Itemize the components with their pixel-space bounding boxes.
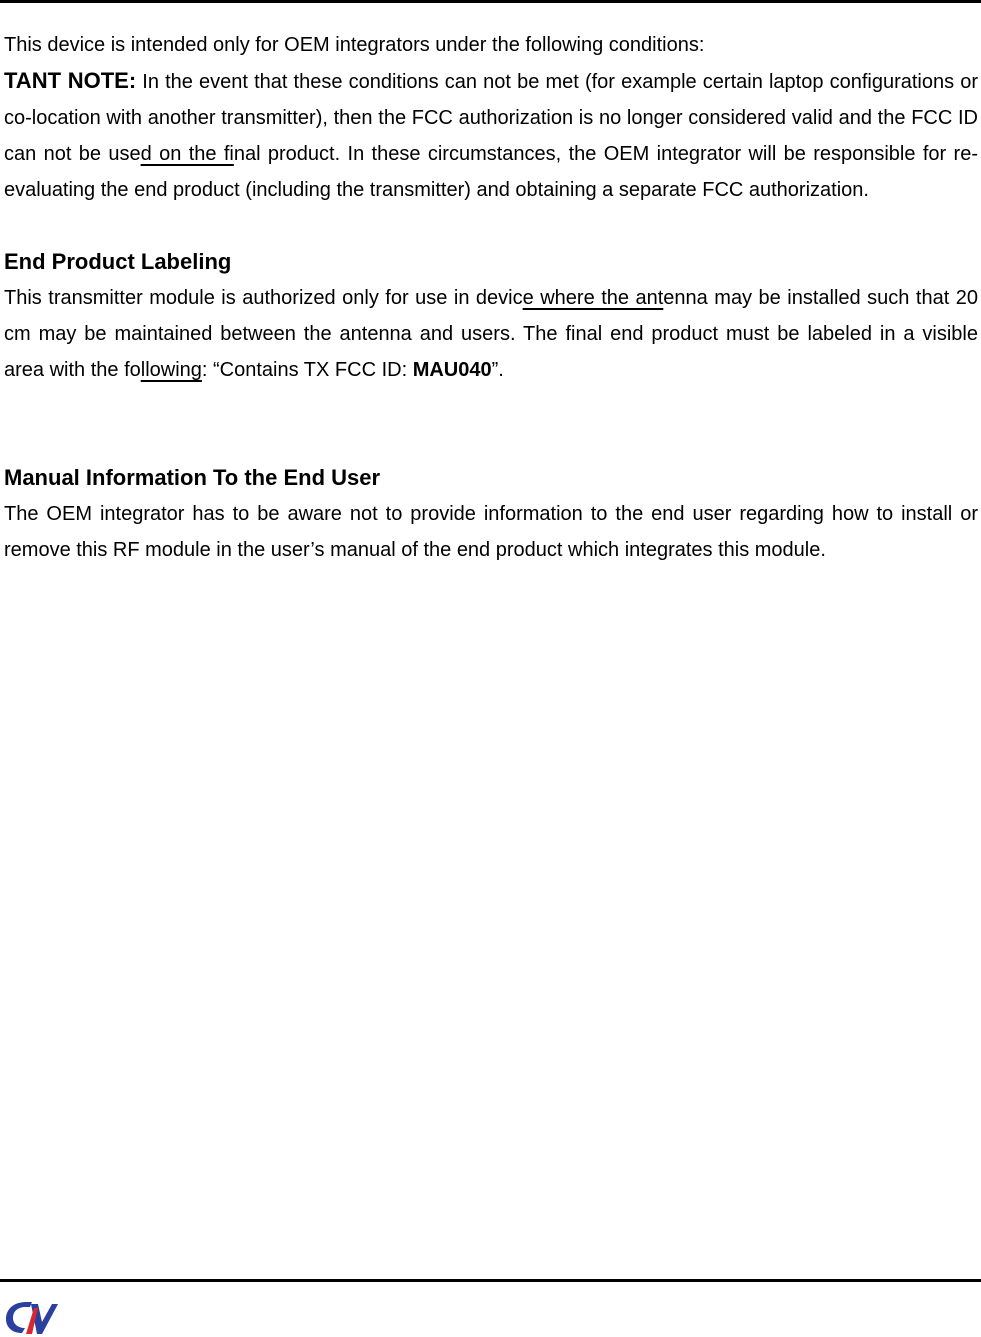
labeling-heading: End Product Labeling [4,249,232,274]
manual-paragraph: The OEM integrator has to be aware not to provide information to the end user regarding how to install or remove this RF module in the user’s manual of the end product which integrates this module. [4,503,978,561]
top-rule [0,0,981,3]
labeling-text-3: : “Contains TX FCC ID: [201,359,413,381]
labeling-text-4: ”. [491,359,504,381]
spacer [4,208,978,244]
labeling-text-2: enna may be installed such that 20 cm may be maintained between the antenna and users. The final end product must be labeled in a visible area with the fo [4,287,978,381]
fcc-id: MAU040 [412,359,492,381]
labeling-underlined-1: e where the ant [522,287,664,309]
note-label: TANT NOTE: [4,68,137,93]
spacer [4,388,978,460]
note-underlined-text: d on the fi [140,143,234,165]
note-text-1: In the event that these conditions can not be met (for example certain laptop configurations or co-location with another transmitter), then the FCC authorization is no longer considered valid and the FCC ID can not be use [4,71,979,165]
company-logo-icon [4,1298,58,1336]
bottom-rule [0,1279,981,1282]
labeling-text-1: This transmitter module is authorized only for use in devic [4,287,523,309]
note-paragraph [4,63,978,208]
labeling-underlined-2: llowing [140,359,202,381]
document-body [4,27,978,568]
manual-heading: Manual Information To the End User [4,465,381,490]
intro-text: This device is intended only for OEM integrators under the following conditions: [4,34,705,56]
labeling-paragraph [4,280,978,388]
note-text-2: nal product. In these circumstances, the OEM integrator will be responsible for re-evaluating the end product (including the transmitter) and obtaining a separate FCC authorization. [4,143,978,201]
